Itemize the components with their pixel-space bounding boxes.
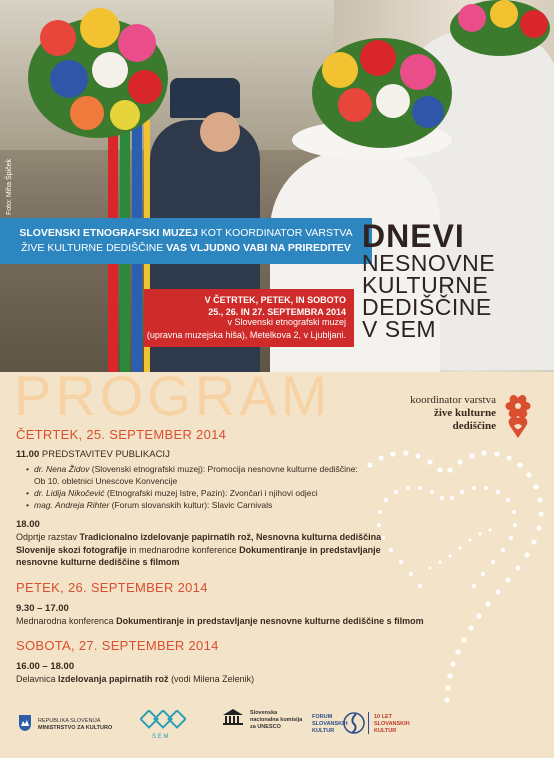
dates-days: V ČETRTEK, PETEK, IN SOBOTO [204,295,346,305]
sem-label: S E M [152,734,169,740]
presentation-list [16,463,486,511]
day1-slot1-title: PREDSTAVITEV PUBLIKACIJ [41,449,170,460]
day3-heading: SOBOTA, 27. SEPTEMBER 2014 [16,638,219,653]
day1-slot2-text [16,531,486,569]
location-line1: v Slovenski etnografski muzej [227,317,346,327]
banner-text-1: KOT KOORDINATOR VARSTVA [197,227,353,239]
location [144,316,354,342]
day3-text [16,673,486,686]
list-item [26,487,486,499]
forum-divider [368,712,369,734]
location-line2: (upravna muzejska hiša), Metelkova 2, v Ljubljani. [146,330,346,340]
day1-heading: ČETRTEK, 25. SEPTEMBER 2014 [16,427,227,442]
ministry-logo [38,718,112,732]
day1-slot1-time: 11.00 [16,449,40,460]
day3-text-b: Izdelovanja papirnatih rož [58,674,169,684]
slot2-d: in mednarodne konference [127,544,240,555]
banner-text-2: ŽIVE KULTURNE DEDIŠČINE [21,242,167,254]
unesco-line3: za UNESCO [250,724,281,730]
event-title-line2: NESNOVNE [362,250,496,276]
slovenia-coat-of-arms-icon [18,714,32,732]
item1-text2: Ob 10. obletnici Unescove Konvencije [34,476,178,486]
forum-line3: KULTUR [312,728,335,734]
day3-text-c: (vodi Milena Zelenik) [168,674,255,684]
years-line3: KULTUR [374,728,397,734]
coordinator-line2: žive kulturne [433,407,496,419]
years-line1: 10 LET [374,714,393,720]
sem-logo-icon [140,710,186,734]
item1-text: (Slovenski etnografski muzej): Promocija nesnovne kulturne dediščine: [89,464,358,474]
unesco-line2: nacionalna komisija [250,717,303,723]
item2-text: (Etnografski muzej Istre, Pazin): Zvončari i njihovi odjeci [104,488,318,498]
photo-credit: Foto: Miha Špiček [6,158,13,215]
event-title-line3: KULTURNE [362,272,489,298]
day3-text-a: Delavnica [16,674,59,684]
day2-text-a: Mednarodna konferenca [16,615,117,626]
slot2-e: Dokumentiranje in predstavljanje [239,544,381,555]
list-item [26,499,486,511]
banner-museum: SLOVENSKI ETNOGRAFSKI MUZEJ [19,227,198,239]
day2-heading: PETEK, 26. SEPTEMBER 2014 [16,579,208,595]
day1-slot1 [16,448,486,461]
list-item [26,463,486,487]
years-line2: SLOVANSKIH [374,721,410,727]
forum-line2: SLOVANSKIH [312,721,348,727]
item3-text: (Forum slovanskih kultur): Slavic Carnivals [109,500,273,510]
ministry-line2: MINISTRSTVO ZA KULTURO [38,725,113,731]
item1-name: dr. Nena Židov [34,464,90,474]
unesco-logo [250,710,302,731]
unesco-line1: Slovenska [250,710,278,716]
program-heading: PROGRAM [14,364,332,427]
slot2-c: Slovenije skozi fotografije [16,544,128,555]
item3-name: mag. Andreja Rihter [34,500,110,510]
invitation-banner [0,218,372,264]
sponsor-logos [0,700,554,758]
day2-text [16,615,486,628]
day2-time: 9.30 – 17.00 [16,602,69,614]
dates-range: 25., 26. IN 27. SEPTEMBRA 2014 [208,307,346,317]
ministry-line1: REPUBLIKA SLOVENIJA [38,718,101,724]
slot2-a: Odprtje razstav [16,532,80,542]
forum-line1: FORUM [312,714,333,720]
day2-text-b: Dokumentiranje in predstavljanje nesnovne kulturne dediščine s filmom [116,615,424,626]
ten-years-logo [374,714,410,735]
slot2-f: nesnovne kulturne dediščine s filmom [16,557,180,567]
event-title-line4: DEDIŠČINE [362,294,492,320]
coordinator-line1: koordinator varstva [410,394,496,406]
unesco-temple-icon [222,708,244,726]
event-title-line5: V SEM [362,316,437,342]
event-title-big: DNEVI [362,218,465,254]
day1-slot2-time: 18.00 [16,519,40,530]
program-content [16,427,486,686]
day3-time: 16.00 – 18.00 [16,661,75,672]
event-title [362,220,554,360]
coordinator-line3: dediščine [452,420,496,432]
banner-invite: VAS VLJUDNO VABI NA PRIREDITEV [166,242,351,254]
item2-name: dr. Lidija Nikočević [34,488,105,498]
forum-emblem-icon [342,710,366,736]
slot2-b: Tradicionalno izdelovanje papirnatih rož, Nesnovna kulturna dediščina [79,532,382,542]
